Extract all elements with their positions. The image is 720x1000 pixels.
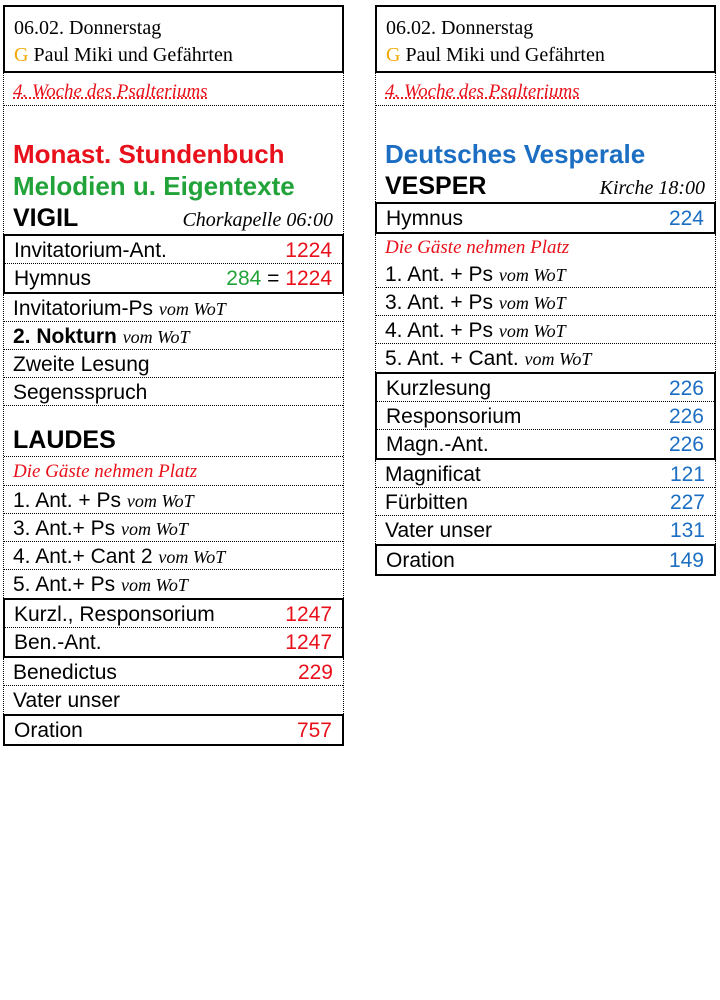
section-title-vesper: VESPER	[385, 172, 487, 200]
list-item: Zweite Lesung	[4, 350, 343, 378]
vigil-intro	[3, 73, 344, 234]
list-item: 1. Ant. + Ps vom WoT	[376, 260, 715, 288]
psalter-week: 4. Woche des Psalteriums	[4, 73, 343, 106]
list-item: Hymnus 284 = 1224	[14, 267, 332, 290]
reading-box	[375, 372, 716, 460]
list-item: Magn.-Ant. 226	[386, 433, 704, 456]
oration-box	[375, 544, 716, 576]
vigil-rest	[3, 294, 344, 598]
list-item: 5. Ant. + Cant. vom WoT	[385, 347, 592, 370]
list-item: Invitatorium-Ps vom WoT	[4, 294, 343, 322]
vesper-psalms	[375, 234, 716, 372]
list-item: 3. Ant.+ Ps vom WoT	[4, 514, 343, 542]
list-item: 5. Ant.+ Ps vom WoT	[13, 573, 188, 596]
list-item: Segensspruch	[4, 378, 343, 406]
list-item: Responsorium 226	[377, 402, 714, 430]
section-title-laudes: LAUDES	[13, 426, 116, 454]
hymnus-box	[375, 202, 716, 234]
list-item: 4. Ant.+ Cant 2 vom WoT	[4, 542, 343, 570]
left-column	[3, 5, 344, 746]
list-item: Magnificat 121	[376, 460, 715, 488]
list-item: Vater unser 131	[385, 519, 705, 542]
feast-name: Paul Miki und Gefährten	[33, 44, 233, 66]
list-item: 2. Nokturn vom WoT	[4, 322, 343, 350]
list-item: Oration 757	[14, 719, 332, 742]
vesper-rest	[375, 460, 716, 544]
oration-box	[3, 714, 344, 746]
list-item: Fürbitten 227	[376, 488, 715, 516]
section-title-vigil: VIGIL	[13, 204, 79, 232]
list-item: 4. Ant. + Ps vom WoT	[376, 316, 715, 344]
list-item: Oration 149	[386, 549, 704, 572]
list-item: Kurzlesung 226	[377, 374, 714, 402]
feast-name: Paul Miki und Gefährten	[405, 44, 605, 66]
date: 06.02. Donnerstag	[14, 17, 162, 39]
vesper-location: Kirche 18:00	[599, 177, 705, 199]
vesper-heading	[376, 170, 715, 202]
list-item: Ben.-Ant. 1247	[14, 631, 332, 654]
book-subtitle: Melodien u. Eigentexte	[13, 171, 295, 201]
guests-note: Die Gäste nehmen Platz	[4, 457, 343, 486]
rank-letter: G	[14, 44, 29, 66]
list-item: Hymnus 224	[386, 207, 704, 230]
list-item: 1. Ant. + Ps vom WoT	[4, 486, 343, 514]
list-item: Vater unser	[13, 689, 120, 712]
list-item: Benedictus 229	[4, 658, 343, 686]
list-item: 3. Ant. + Ps vom WoT	[376, 288, 715, 316]
book-title: Monast. Stundenbuch	[13, 139, 285, 169]
laudes-box	[3, 598, 344, 658]
vesper-intro	[375, 73, 716, 202]
date: 06.02. Donnerstag	[386, 17, 534, 39]
day-header	[375, 5, 716, 73]
right-column	[375, 5, 716, 576]
feast-line	[14, 42, 342, 69]
book-title: Deutsches Vesperale	[385, 139, 646, 169]
rank-letter: G	[386, 44, 401, 66]
list-item: Kurzl., Responsorium 1247	[5, 600, 342, 628]
feast-line	[386, 42, 714, 69]
psalter-week: 4. Woche des Psalteriums	[376, 73, 715, 106]
laudes-heading	[4, 424, 343, 457]
day-header	[3, 5, 344, 73]
vigil-location: Chorkapelle 06:00	[182, 209, 333, 231]
laudes-rest	[3, 658, 344, 714]
list-item: Invitatorium-Ant. 1224	[5, 236, 342, 264]
guests-note: Die Gäste nehmen Platz	[385, 237, 570, 258]
vigil-box	[3, 234, 344, 294]
vigil-heading	[4, 202, 343, 234]
